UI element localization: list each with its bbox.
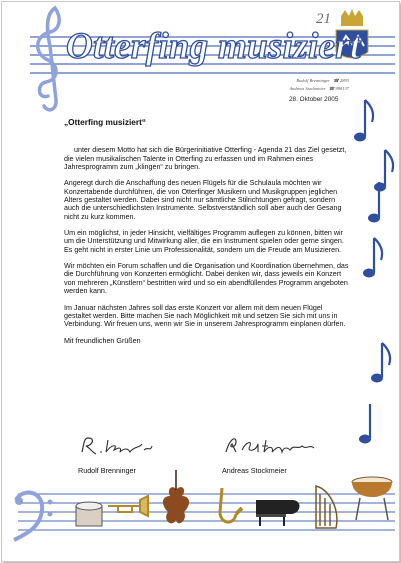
signer-name: Rudolf Brenninger: [78, 466, 136, 475]
violin-icon: [163, 470, 189, 523]
bass-clef-icon: [14, 493, 53, 540]
letter-heading: „Otterfing musiziert“: [64, 117, 147, 127]
agenda-badge: 21: [316, 11, 331, 27]
eighth-note-icon: [374, 150, 393, 192]
letter-body: [64, 118, 350, 353]
saxophone-icon: [220, 488, 242, 522]
phone-icon: ☎: [328, 86, 335, 91]
paragraph: Wir möchten ein Forum schaffen und die Organisation und Koordination übernehmen, das die Durchführung von Konzerten ermöglicht. Dabei denken wir, dass jeweils ein Konzert von mehreren „Künstlern“ bestritten wird und so ein abendfüllendes Programm angeboten werden kann.: [64, 262, 349, 296]
treble-clef-icon: [38, 8, 59, 110]
signature-andreas: [222, 434, 322, 456]
signature-image: [78, 434, 158, 460]
contact-name: Rudolf Brenninger: [296, 78, 330, 83]
grand-piano-icon: [256, 500, 300, 526]
contact-phone: 2893: [340, 78, 349, 83]
timpani-icon: [352, 477, 392, 520]
eighth-note-icon: [371, 343, 390, 383]
paragraph: Im Januar nächsten Jahres soll das erste Konzert vor allem mit dem neuen Flügel gestaltet werden. Bitte machen Sie nach Möglichkeit mit und setzen Sie sich mit uns in Verbindung. Wir freuen uns, wenn wir Sie in unserem Jahresprogramm einplanen dürfen.: [64, 303, 346, 329]
eighth-note-icon: [354, 100, 373, 142]
drum-icon: [76, 502, 102, 526]
paragraph: Um ein möglichst, in jeder Hinsicht, vielfältiges Programm auflegen zu können, bitten wir um die Unterstützung und Mitwirkung aller, die ein Instrument spielen oder gerne singen. Es geht nicht in erster Linie um Professionalität, sondern um die Freude am Musizieren.: [64, 229, 344, 254]
bottom-staff: [18, 494, 395, 530]
contact-line: [289, 86, 349, 92]
harp-icon: [316, 486, 337, 528]
signature-rudolf: [78, 434, 158, 456]
contact-phone: 998137: [335, 86, 349, 91]
signer-name: Andreas Stockmeier: [222, 466, 287, 475]
closing: Mit freundlichen Grüßen: [64, 336, 141, 345]
paragraph: Angeregt durch die Anschaffung des neuen Flügels für die Schulaula möchten wir Konzertabende durchführen, die von Otterfinger Musikern und Musikgruppen jeglichen Alters gestaltet werden. Dabei sind nicht nur sämtliche Stilrichtungen gefragt, sondern auch die unterschiedlichsten Instrumente. Selbstverständlich soll aber auch der Gesang nicht zu kurz kommen.: [64, 179, 342, 221]
eighth-note-icon: [363, 238, 382, 278]
contact-line: [296, 78, 349, 84]
eighth-note-icon: [368, 182, 380, 223]
trumpet-icon: [108, 496, 148, 516]
page-title: Otterfing musiziert: [66, 26, 361, 67]
contact-name: Andreas Stockmeier: [289, 86, 326, 91]
signature-image: [222, 434, 322, 460]
eighth-note-icon: [359, 404, 371, 444]
phone-icon: ☎: [333, 78, 339, 83]
letter-date: 28. Oktober 2005: [289, 96, 339, 103]
paragraph: unter diesem Motto hat sich die Bürgerinitiative Otterfing - Agenda 21 das Ziel gesetzt, die vielen musikalischen Talente in Otterfing zu erfassen und im Rahmen eines Jahresprogramm zum „klingen“ zu bringen.: [64, 146, 347, 171]
